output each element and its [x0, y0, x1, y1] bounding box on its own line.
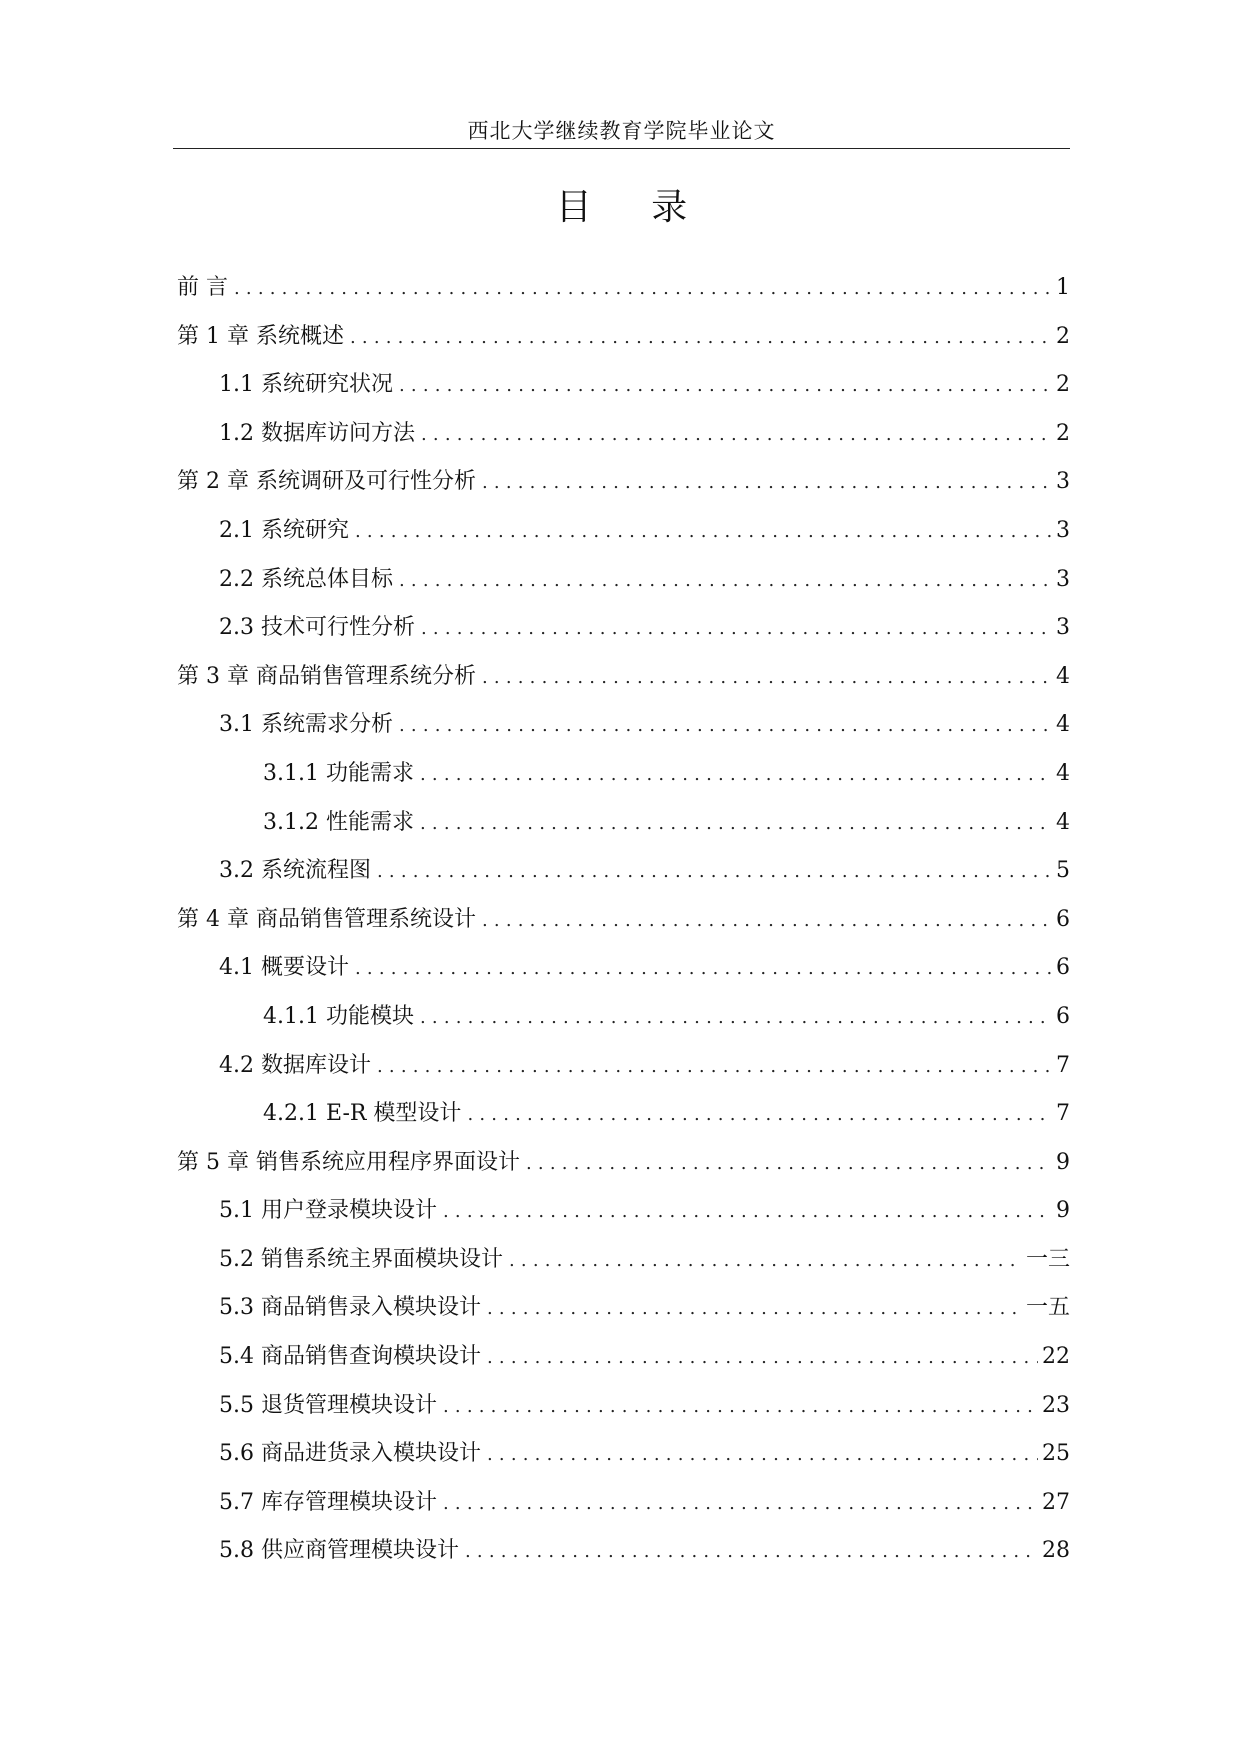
toc-entry[interactable]: [177, 414, 1070, 463]
toc-entry-page: 3: [1056, 566, 1070, 592]
toc-entry-label: 2.2 系统总体目标: [219, 566, 393, 592]
toc-leader-dots: [377, 1047, 1052, 1087]
toc-entry[interactable]: [177, 608, 1070, 657]
toc-leader-dots: [443, 1484, 1038, 1524]
toc-entry-label: 3.2 系统流程图: [219, 858, 371, 884]
toc-entry[interactable]: [177, 997, 1070, 1046]
toc-leader-dots: [355, 512, 1052, 552]
toc-entry-label: 5.6 商品进货录入模块设计: [219, 1441, 481, 1467]
toc-entry-page: 27: [1042, 1489, 1070, 1515]
toc-leader-dots: [487, 1338, 1038, 1378]
toc-entry[interactable]: [177, 317, 1070, 366]
toc-entry-label: 第 4 章 商品销售管理系统设计: [177, 906, 476, 932]
toc-entry-page: 7: [1056, 1101, 1070, 1127]
toc-entry-page: 7: [1056, 1052, 1070, 1078]
toc-entry-page: 4: [1056, 712, 1070, 738]
toc-entry-label: 5.3 商品销售录入模块设计: [219, 1295, 481, 1321]
toc-entry-page: 一五: [1025, 1295, 1070, 1321]
toc-entry-page: 25: [1042, 1441, 1070, 1467]
toc-entry-page: 4: [1056, 760, 1070, 786]
toc-entry[interactable]: [177, 462, 1070, 511]
toc-entry-page: 22: [1042, 1344, 1070, 1370]
toc-entry-page: 28: [1042, 1538, 1070, 1564]
toc-leader-dots: [443, 1192, 1052, 1232]
toc-entry-label: 4.1.1 功能模块: [263, 1003, 414, 1029]
toc-entry-page: 1: [1056, 275, 1070, 300]
toc-entry-label: 4.1 概要设计: [219, 955, 349, 981]
toc-entry-label: 2.1 系统研究: [219, 517, 349, 543]
page-header: 西北大学继续教育学院毕业论文: [467, 119, 776, 143]
toc-leader-dots: [421, 415, 1052, 455]
toc-entry-label: 第 1 章 系统概述: [177, 323, 344, 349]
toc-entry-label: 3.1 系统需求分析: [219, 712, 393, 738]
toc-entry[interactable]: [177, 803, 1070, 852]
toc-entry-page: 4: [1056, 663, 1070, 689]
toc-leader-dots: [526, 1144, 1052, 1184]
toc-entry-page: 6: [1056, 955, 1070, 981]
toc-entry[interactable]: [177, 560, 1070, 609]
toc-entry-label: 2.3 技术可行性分析: [219, 615, 415, 641]
toc-entry[interactable]: [177, 1240, 1070, 1289]
toc-entry-page: 2: [1056, 420, 1070, 446]
toc-entry-label: 4.2.1 E-R 模型设计: [263, 1101, 462, 1127]
toc-entry-label: 5.4 商品销售查询模块设计: [219, 1344, 481, 1370]
toc-entry-label: 1.1 系统研究状况: [219, 372, 393, 398]
toc-leader-dots: [350, 318, 1052, 358]
header-rule: [173, 148, 1070, 149]
toc-entry-label: 5.1 用户登录模块设计: [219, 1198, 437, 1224]
toc-entry-label: 第 5 章 销售系统应用程序界面设计: [177, 1149, 520, 1175]
toc-leader-dots: [443, 1387, 1038, 1427]
toc-entry[interactable]: [177, 1143, 1070, 1192]
toc-entry-page: 4: [1056, 809, 1070, 835]
toc-entry-page: 23: [1042, 1392, 1070, 1418]
toc-leader-dots: [355, 949, 1052, 989]
toc-entry[interactable]: [177, 851, 1070, 900]
toc-leader-dots: [420, 755, 1052, 795]
toc-entry[interactable]: [177, 1094, 1070, 1143]
toc-entry[interactable]: [177, 1046, 1070, 1095]
toc-entry[interactable]: [177, 1434, 1070, 1483]
toc-leader-dots: [482, 463, 1052, 503]
toc-leader-dots: [467, 1095, 1052, 1135]
table-of-contents: [177, 268, 1070, 1580]
toc-entry[interactable]: [177, 657, 1070, 706]
toc-entry-label: 5.7 库存管理模块设计: [219, 1489, 437, 1515]
toc-entry-page: 9: [1056, 1149, 1070, 1175]
toc-entry[interactable]: [177, 1386, 1070, 1435]
toc-leader-dots: [377, 852, 1052, 892]
toc-leader-dots: [420, 998, 1052, 1038]
toc-entry-label: 第 3 章 商品销售管理系统分析: [177, 663, 476, 689]
toc-entry-page: 5: [1056, 858, 1070, 884]
toc-entry-page: 2: [1056, 372, 1070, 398]
toc-entry-page: 3: [1056, 469, 1070, 495]
toc-leader-dots: [482, 901, 1052, 941]
toc-leader-dots: [509, 1241, 1022, 1281]
toc-leader-dots: [465, 1532, 1038, 1572]
toc-entry-label: 5.2 销售系统主界面模块设计: [219, 1246, 503, 1272]
toc-entry[interactable]: [177, 268, 1070, 317]
toc-entry-label: 5.5 退货管理模块设计: [219, 1392, 437, 1418]
toc-leader-dots: [487, 1435, 1038, 1475]
toc-entry[interactable]: [177, 1288, 1070, 1337]
toc-entry[interactable]: [177, 754, 1070, 803]
toc-entry[interactable]: [177, 1191, 1070, 1240]
toc-entry[interactable]: [177, 705, 1070, 754]
toc-entry[interactable]: [177, 1531, 1070, 1580]
toc-entry[interactable]: [177, 900, 1070, 949]
toc-leader-dots: [420, 804, 1052, 844]
toc-leader-dots: [399, 561, 1052, 601]
toc-leader-dots: [487, 1289, 1022, 1329]
toc-entry-label: 3.1.2 性能需求: [263, 809, 414, 835]
toc-leader-dots: [482, 658, 1052, 698]
toc-entry-page: 6: [1056, 906, 1070, 932]
toc-entry[interactable]: [177, 1483, 1070, 1532]
toc-entry-page: 2: [1056, 323, 1070, 349]
toc-entry-label: 前 言: [177, 275, 228, 300]
toc-entry-label: 第 2 章 系统调研及可行性分析: [177, 469, 476, 495]
toc-leader-dots: [421, 609, 1052, 649]
toc-entry-label: 1.2 数据库访问方法: [219, 420, 415, 446]
toc-entry-page: 6: [1056, 1003, 1070, 1029]
toc-entry-page: 9: [1056, 1198, 1070, 1224]
toc-entry[interactable]: [177, 511, 1070, 560]
toc-entry[interactable]: [177, 1337, 1070, 1386]
toc-leader-dots: [399, 706, 1052, 746]
toc-entry-page: 一三: [1025, 1246, 1070, 1272]
toc-title: 目 录: [555, 187, 712, 229]
toc-entry[interactable]: [177, 365, 1070, 414]
toc-entry-label: 3.1.1 功能需求: [263, 760, 414, 786]
toc-leader-dots: [234, 269, 1052, 309]
toc-entry-page: 3: [1056, 615, 1070, 641]
toc-entry[interactable]: [177, 948, 1070, 997]
toc-entry-label: 5.8 供应商管理模块设计: [219, 1538, 459, 1564]
toc-entry-page: 3: [1056, 517, 1070, 543]
toc-leader-dots: [399, 366, 1052, 406]
toc-entry-label: 4.2 数据库设计: [219, 1052, 371, 1078]
